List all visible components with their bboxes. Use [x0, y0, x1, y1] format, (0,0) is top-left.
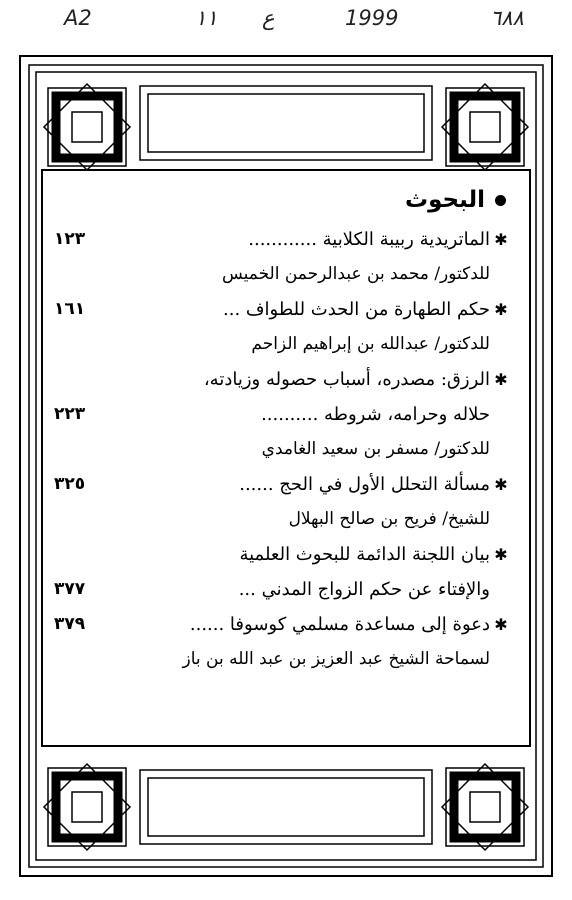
toc-entry-author: للدكتور/ مسفر بن سعيد الغامدي — [261, 439, 490, 459]
page-number: ٣٧٩ — [54, 614, 86, 634]
asterisk-icon: ✱ — [494, 615, 508, 634]
corner-ornament-bottom-left — [44, 764, 130, 850]
toc-entry-title: ✱الرزق: مصدره، أسباب حصوله وزيادته، — [50, 362, 512, 397]
toc-entry-title: ✱حكم الطهارة من الحدث للطواف ... ١٦١ — [50, 292, 512, 327]
handwritten-note-number: ٦٨٨ — [490, 6, 524, 30]
table-of-contents — [50, 178, 512, 718]
toc-entry-title: ✱الماتريدية ربيبة الكلابية ............ ١٢٣ — [50, 222, 512, 257]
page-number: ٣٧٧ — [54, 579, 86, 599]
toc-entry-title-continued: حلاله وحرامه، شروطه .......... ٢٢٣ — [50, 397, 512, 432]
asterisk-icon: ✱ — [494, 230, 508, 249]
handwritten-note-ain: ع — [262, 6, 275, 30]
corner-ornament-top-left — [44, 84, 130, 170]
page-number: ٢٢٣ — [54, 404, 86, 424]
toc-entry-author: للدكتور/ محمد بن عبدالرحمن الخميس — [221, 264, 490, 284]
handwritten-note-year: 1999 — [345, 6, 399, 30]
bullet-dot-icon — [495, 195, 506, 206]
toc-entry-title: ✱بيان اللجنة الدائمة للبحوث العلمية — [50, 537, 512, 572]
page-number: ٣٢٥ — [54, 474, 86, 494]
page-number: ١٢٣ — [54, 229, 86, 249]
page-number: ١٦١ — [54, 299, 86, 319]
corner-ornament-bottom-right — [442, 764, 528, 850]
handwritten-note-mid: ١١ — [195, 6, 218, 30]
toc-entry-author: للدكتور/ عبدالله بن إبراهيم الزاحم — [251, 334, 490, 354]
toc-entry-title: ✱دعوة إلى مساعدة مسلمي كوسوفا ...... ٣٧٩ — [50, 607, 512, 642]
asterisk-icon: ✱ — [494, 300, 508, 319]
asterisk-icon: ✱ — [494, 370, 508, 389]
section-heading: البحوث — [50, 178, 506, 222]
toc-entry-author: لسماحة الشيخ عبد العزيز بن عبد الله بن باز — [182, 649, 490, 669]
toc-entry-author: للشيخ/ فريح بن صالح البهلال — [288, 509, 490, 529]
asterisk-icon: ✱ — [494, 475, 508, 494]
toc-entry-title: ✱مسألة التحلل الأول في الحج ...... ٣٢٥ — [50, 467, 512, 502]
corner-ornament-top-right — [442, 84, 528, 170]
asterisk-icon: ✱ — [494, 545, 508, 564]
toc-entry-title-continued: والإفتاء عن حكم الزواج المدني ... ٣٧٧ — [50, 572, 512, 607]
handwritten-note-a2: A2 — [64, 6, 92, 30]
